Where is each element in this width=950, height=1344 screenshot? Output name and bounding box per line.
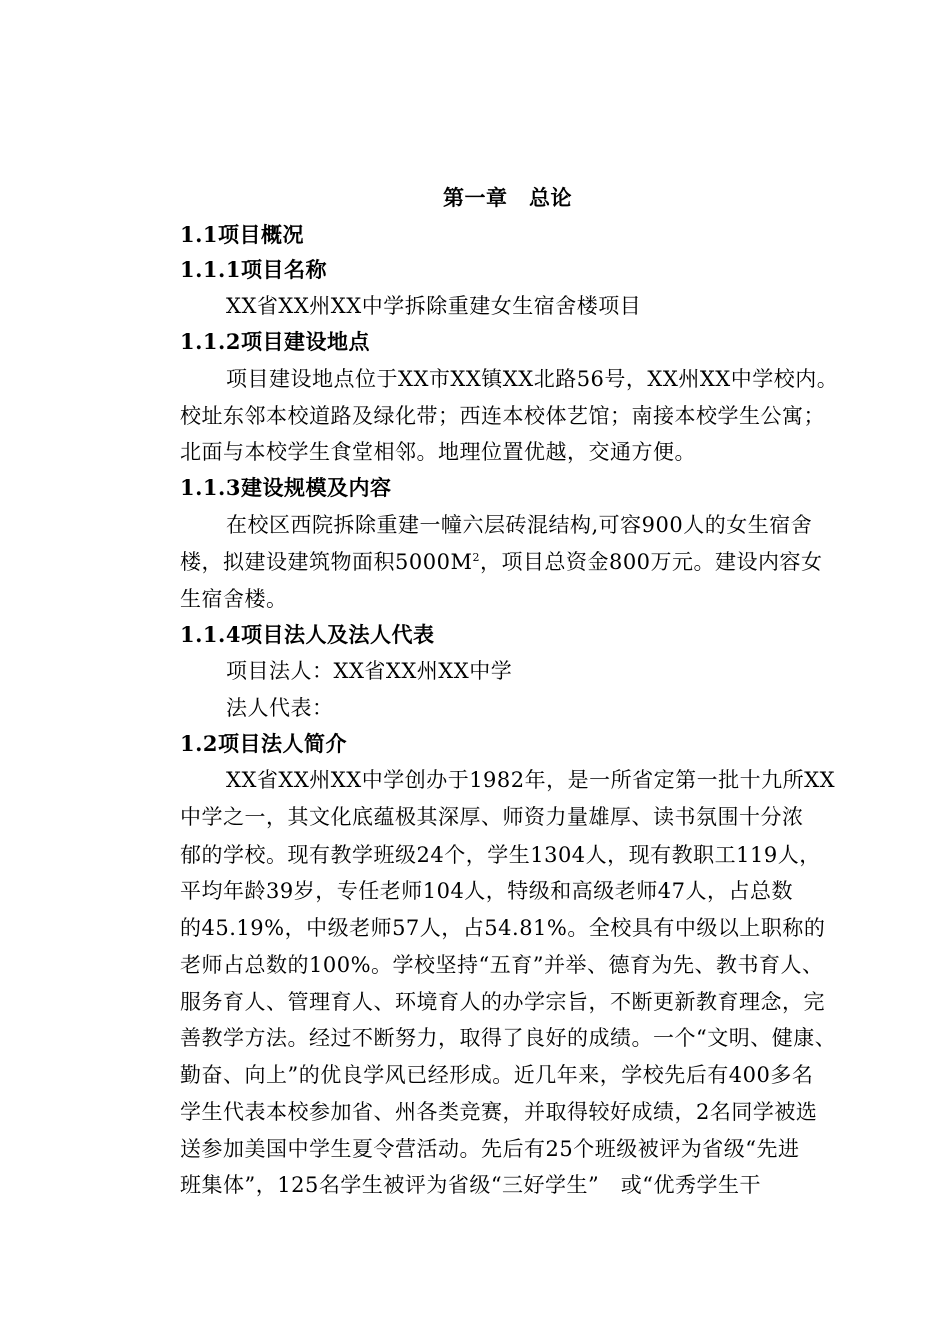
section-heading-1-1-3: 1.1.3建设规模及内容 bbox=[180, 475, 392, 500]
section-heading-1-1-1: 1.1.1项目名称 bbox=[180, 257, 327, 282]
paragraph-line: XX省XX州XX中学拆除重建女生宿舍楼项目 bbox=[226, 294, 642, 318]
paragraph-line bbox=[180, 547, 823, 577]
superscript: 2 bbox=[472, 551, 480, 564]
section-heading-1-1-2: 1.1.2项目建设地点 bbox=[180, 329, 370, 354]
paragraph-line: 法人代表： bbox=[226, 696, 334, 720]
paragraph-line: 北面与本校学生食堂相邻。地理位置优越，交通方便。 bbox=[180, 440, 696, 464]
paragraph-line: 项目建设地点位于XX市XX镇XX北路56号，XX州XX中学校内。 bbox=[226, 367, 839, 391]
paragraph-line: 项目法人：XX省XX州XX中学 bbox=[226, 659, 513, 683]
text-fragment: 楼，拟建设建筑物面积5000M bbox=[180, 550, 473, 574]
paragraph-line: 校址东邻本校道路及绿化带；西连本校体艺馆；南接本校学生公寓； bbox=[180, 404, 825, 428]
chapter-title: 第一章 总论 bbox=[443, 185, 572, 210]
paragraph-line: 平均年龄39岁，专任老师104人，特级和高级老师47人，占总数 bbox=[180, 879, 794, 903]
paragraph-line: 郁的学校。现有教学班级24个，学生1304人，现有教职工119人， bbox=[180, 843, 821, 867]
paragraph-line: 老师占总数的100%。学校坚持“五育”并举、德育为先、教书育人、 bbox=[180, 953, 824, 977]
section-heading-1-1-4: 1.1.4项目法人及法人代表 bbox=[180, 622, 435, 647]
paragraph-line: 生宿舍楼。 bbox=[180, 587, 288, 611]
paragraph-line: XX省XX州XX中学创办于1982年，是一所省定第一批十九所XX bbox=[226, 768, 836, 792]
paragraph-line: 中学之一，其文化底蕴极其深厚、师资力量雄厚、读书氛围十分浓 bbox=[180, 805, 804, 829]
paragraph-line: 善教学方法。经过不断努力，取得了良好的成绩。一个“文明、健康、 bbox=[180, 1026, 837, 1050]
paragraph-line: 的45.19%，中级老师57人，占54.81%。全校具有中级以上职称的 bbox=[180, 916, 826, 940]
paragraph-line: 送参加美国中学生夏令营活动。先后有25个班级被评为省级“先进 bbox=[180, 1137, 800, 1161]
paragraph-line: 学生代表本校参加省、州各类竞赛，并取得较好成绩，2名同学被选 bbox=[180, 1100, 818, 1124]
paragraph-line: 勤奋、向上”的优良学风已经形成。近几年来，学校先后有400多名 bbox=[180, 1063, 814, 1087]
text-fragment: ，项目总资金800万元。建设内容女 bbox=[479, 550, 823, 574]
section-heading-1-2: 1.2项目法人简介 bbox=[180, 731, 348, 756]
section-heading-1-1: 1.1项目概况 bbox=[180, 222, 305, 247]
paragraph-line: 服务育人、管理育人、环境育人的办学宗旨，不断更新教育理念，完 bbox=[180, 990, 825, 1014]
paragraph-line: 在校区西院拆除重建一幢六层砖混结构,可容900人的女生宿舍 bbox=[226, 513, 813, 537]
paragraph-line: 班集体”，125名学生被评为省级“三好学生” 或“优秀学生干 bbox=[180, 1173, 762, 1197]
